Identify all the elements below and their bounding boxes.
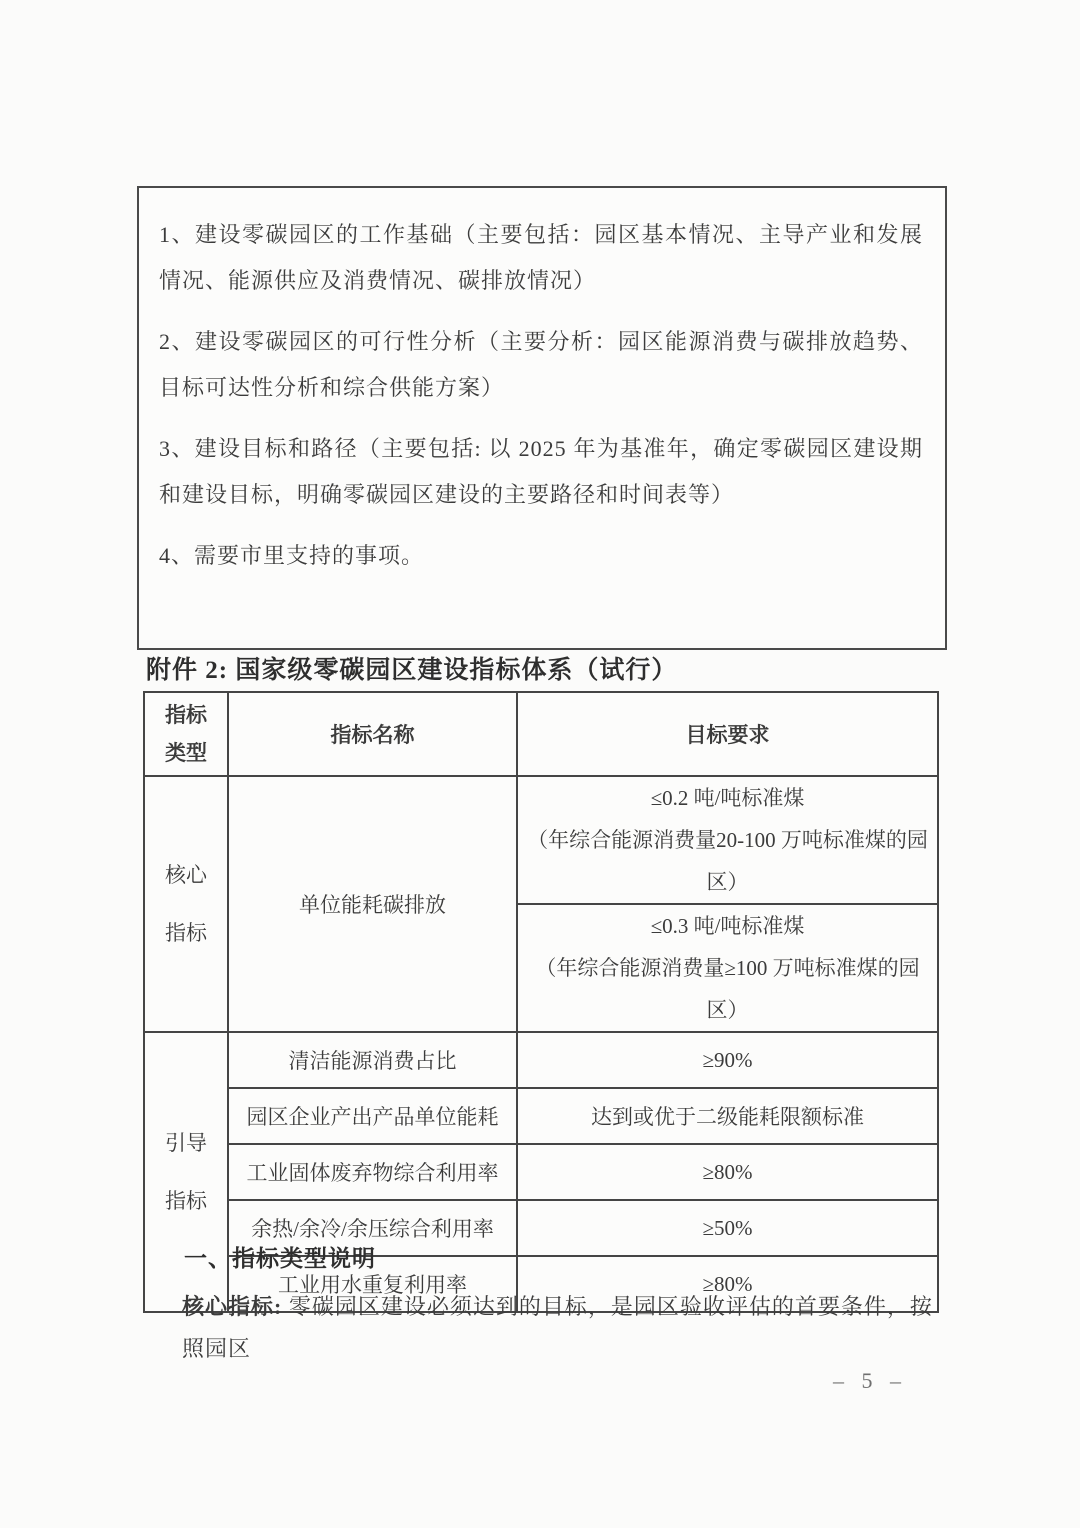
core-target-1-line2: （年综合能源消费量20-100 万吨标准煤的园区）: [527, 828, 928, 894]
header-type-line1: 指标: [165, 703, 207, 727]
core-target-2-line2: （年综合能源消费量≥100 万吨标准煤的园区）: [535, 956, 920, 1022]
notice-paragraph-1: 1、建设零碳园区的工作基础（主要包括：园区基本情况、主导产业和发展情况、能源供应及消费情况、碳排放情况）: [159, 222, 923, 293]
notice-box: [137, 186, 947, 650]
guide-name-cell-3: 工业固体废弃物综合利用率: [228, 1144, 517, 1200]
guide-row-3: [144, 1144, 938, 1200]
guide-row-2: [144, 1088, 938, 1144]
core-row-1: [144, 776, 938, 904]
guide-name-cell-5: 工业用水重复利用率: [228, 1256, 517, 1312]
notice-paragraph-4: 4、需要市里支持的事项。: [159, 543, 425, 568]
header-cell-target: 目标要求: [517, 692, 938, 776]
core-type-line1: 核心: [165, 863, 207, 887]
guide-name-cell-1: 清洁能源消费占比: [228, 1032, 517, 1088]
attachment-heading: 附件 2: 国家级零碳园区建设指标体系（试行）: [146, 657, 678, 684]
guide-target-cell-5: ≥80%: [517, 1256, 938, 1312]
guide-name-cell-2: 园区企业产出产品单位能耗: [228, 1088, 517, 1144]
table-header-row: [144, 692, 938, 776]
core-target-1-line1: ≤0.2 吨/吨标准煤: [650, 786, 805, 810]
section-one-body: [182, 1286, 942, 1370]
guide-name-cell-4: 余热/余冷/余压综合利用率: [228, 1200, 517, 1256]
indicator-table: [143, 691, 939, 1313]
notice-paragraph-3: 3、建设目标和路径（主要包括: 以 2025 年为基准年，确定零碳园区建设期和建设目标，明确零碳园区建设的主要路径和时间表等）: [159, 436, 923, 507]
header-type-line2: 类型: [165, 741, 207, 765]
guide-target-cell-3: ≥80%: [517, 1144, 938, 1200]
core-indicator-name-cell: 单位能耗碳排放: [228, 776, 517, 1032]
header-cell-indicator-name: 指标名称: [228, 692, 517, 776]
core-target-cell-1: [517, 776, 938, 904]
guide-target-cell-4: ≥50%: [517, 1200, 938, 1256]
core-target-cell-2: [517, 904, 938, 1032]
page-number: – 5 –: [833, 1368, 907, 1393]
guide-type-line2: 指标: [165, 1189, 207, 1213]
core-target-2-line1: ≤0.3 吨/吨标准煤: [650, 914, 805, 938]
guide-target-cell-1: ≥90%: [517, 1032, 938, 1088]
core-indicator-label: 核心指标:: [182, 1294, 283, 1319]
core-indicator-text: 零碳园区建设必须达到的目标，是园区验收评估的首要条件，按照园区: [182, 1294, 933, 1361]
guide-type-line1: 引导: [165, 1131, 207, 1155]
core-type-line2: 指标: [165, 921, 207, 945]
section-one-heading: 一、指标类型说明: [184, 1246, 376, 1271]
header-cell-indicator-type: [144, 692, 228, 776]
core-type-cell: [144, 776, 228, 1032]
notice-paragraph-2: 2、建设零碳园区的可行性分析（主要分析：园区能源消费与碳排放趋势、目标可达性分析和综合供能方案）: [159, 329, 923, 400]
guide-row-1: [144, 1032, 938, 1088]
guide-target-cell-2: 达到或优于二级能耗限额标准: [517, 1088, 938, 1144]
